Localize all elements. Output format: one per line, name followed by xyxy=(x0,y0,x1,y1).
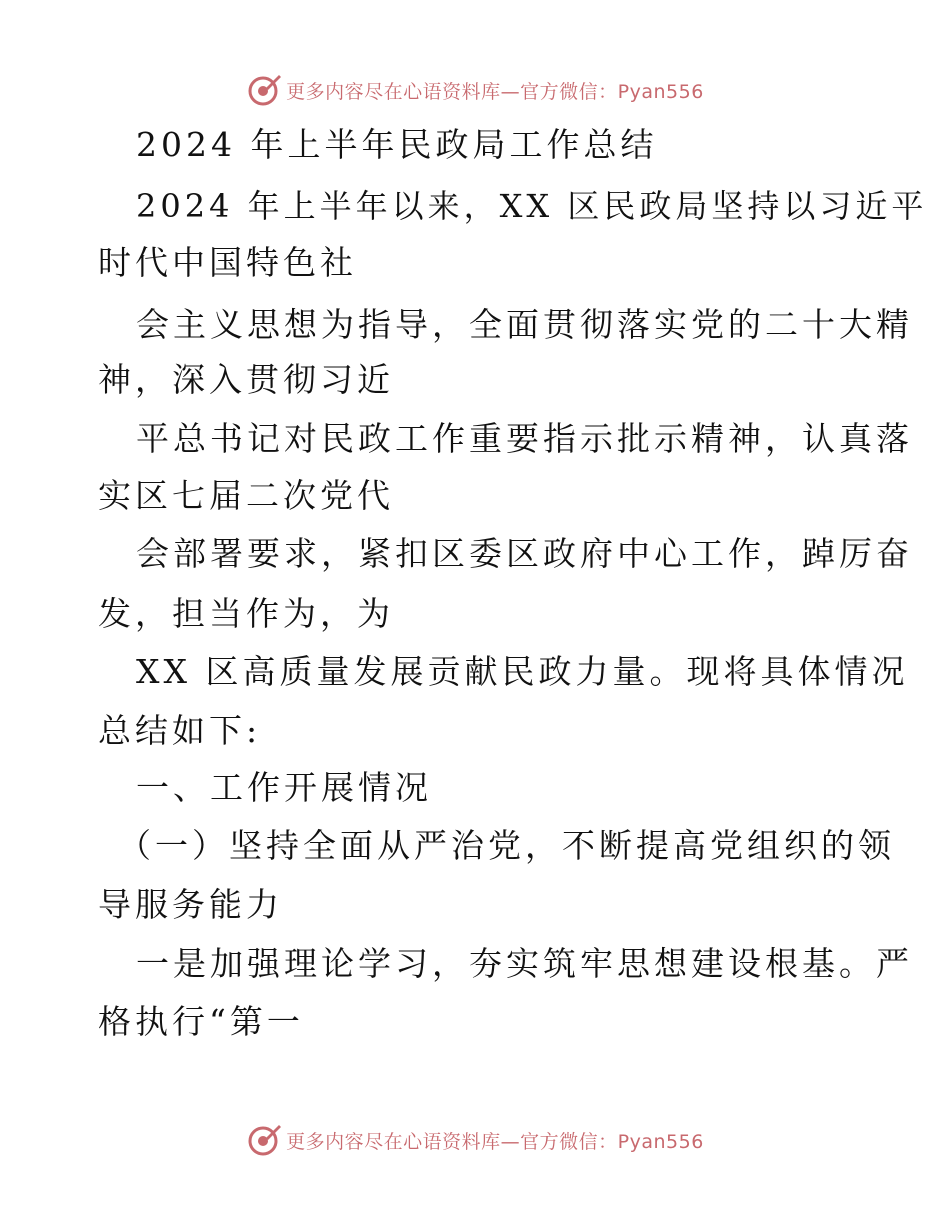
paragraph-line: 2024 年上半年以来，XX 区民政局坚持以习近平 xyxy=(136,187,928,225)
paragraph-line: 平总书记对民政工作重要指示批示精神，认真落 xyxy=(136,419,913,458)
watermark-header xyxy=(0,70,950,110)
paragraph-line: 会主义思想为指导，全面贯彻落实党的二十大精 xyxy=(136,305,913,344)
paragraph-line: 总结如下: xyxy=(98,711,262,750)
paragraph-line: 会部署要求，紧扣区委区政府中心工作，踔厉奋 xyxy=(136,534,913,573)
paragraph-line: 格执行“第一 xyxy=(98,1002,304,1041)
paragraph-line: 神，深入贯彻习近 xyxy=(98,360,394,399)
watermark-text: 更多内容尽在心语资料库—官方微信：Pyan556 xyxy=(286,80,704,103)
watermark-logo-icon xyxy=(246,72,282,108)
watermark-text: 更多内容尽在心语资料库—官方微信：Pyan556 xyxy=(286,1130,704,1153)
watermark-logo-icon xyxy=(246,1122,282,1158)
paragraph-line: XX 区高质量发展贡献民政力量。现将具体情况 xyxy=(136,652,909,691)
document-title: 2024 年上半年民政局工作总结 xyxy=(136,125,658,164)
paragraph-line: 实区七届二次党代 xyxy=(98,476,394,515)
paragraph-line: 发，担当作为，为 xyxy=(98,594,394,633)
subsection-heading: （一）坚持全面从严治党，不断提高党组织的领 xyxy=(118,826,895,865)
paragraph-line: 时代中国特色社 xyxy=(98,243,357,282)
subsection-heading-line: 导服务能力 xyxy=(98,885,283,924)
paragraph-line: 一是加强理论学习，夯实筑牢思想建设根基。严 xyxy=(136,944,913,983)
section-heading: 一、工作开展情况 xyxy=(136,768,432,807)
watermark-footer xyxy=(0,1120,950,1160)
